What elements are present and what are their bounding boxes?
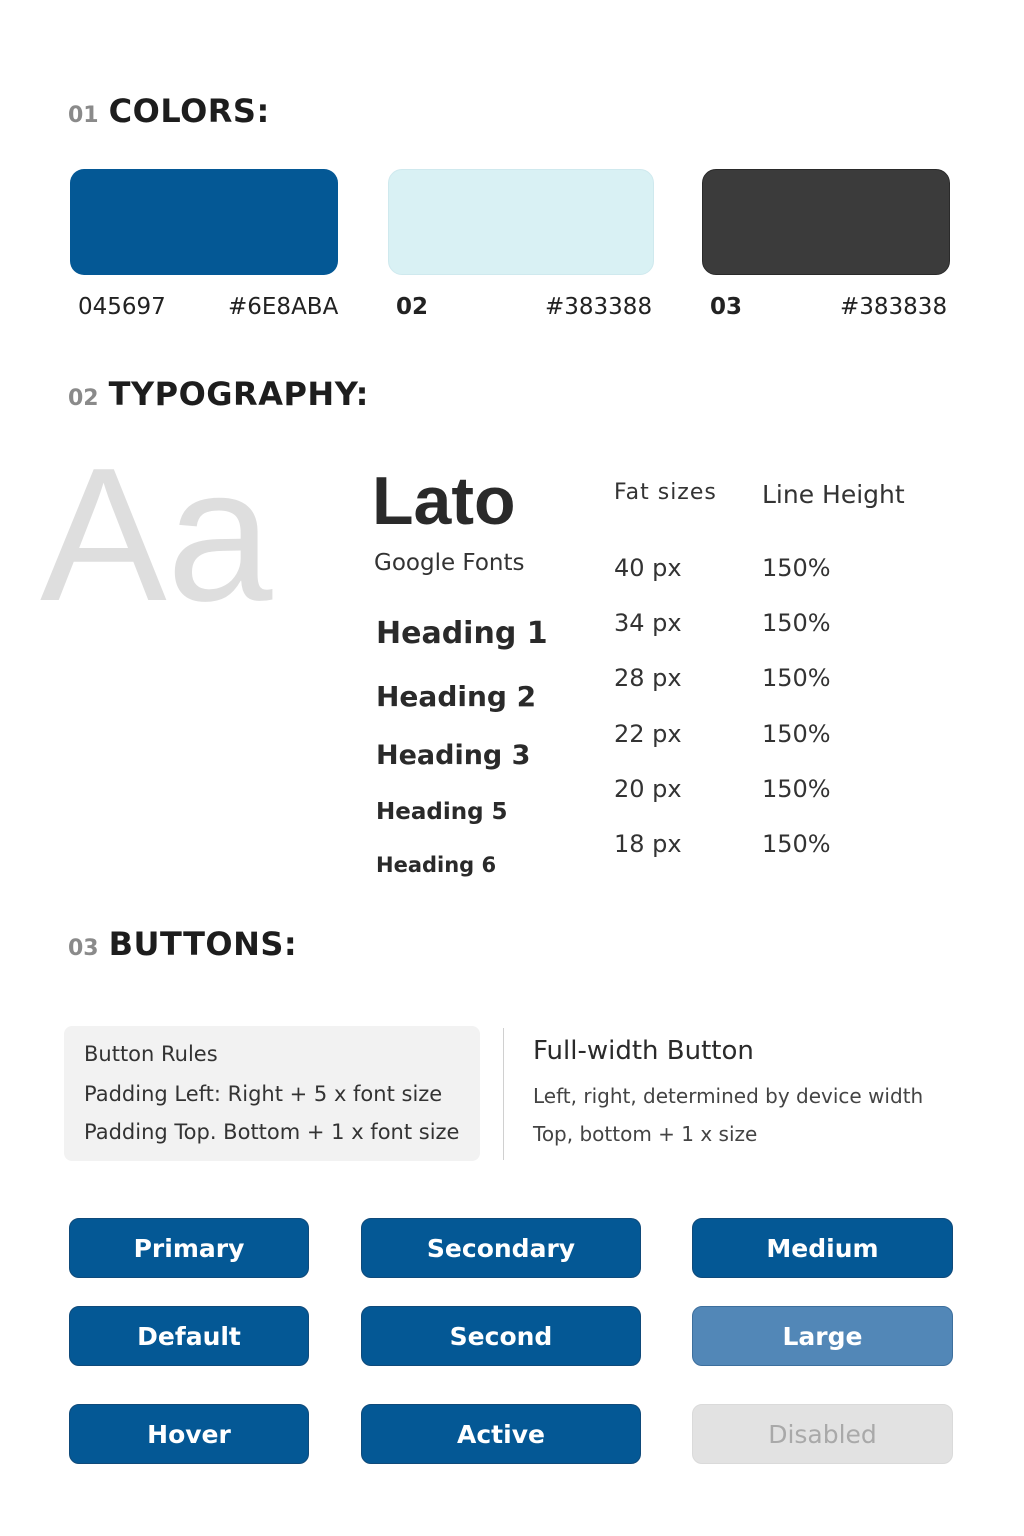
size-value: 40 px [614,554,682,582]
font-sample-glyph: Aa [40,429,273,641]
size-value: 22 px [614,720,682,748]
color-swatch-2 [388,169,654,275]
section-number: 02 [68,386,99,411]
section-label: COLORS: [108,92,270,130]
colors-section-title [68,92,270,130]
heading-3-sample: Heading 3 [376,740,531,771]
medium-button[interactable]: Medium [692,1218,953,1278]
line-height-value: 150% [762,775,831,803]
full-width-title: Full-width Button [533,1036,754,1066]
section-label: TYPOGRAPHY: [108,375,369,413]
heading-2-sample: Heading 2 [376,680,537,713]
button-rules-box [64,1026,480,1161]
line-height-value: 150% [762,830,831,858]
size-value: 18 px [614,830,682,858]
size-value: 34 px [614,609,682,637]
color-swatch-3 [702,169,950,275]
button-rules-line: Padding Left: Right + 5 x font size [84,1082,443,1106]
color-3-name: 03 [710,294,743,320]
line-height-column-header: Line Height [762,480,905,509]
typography-section-title [68,375,369,413]
color-swatch-1 [70,169,338,275]
font-source: Google Fonts [374,550,525,576]
line-height-value: 150% [762,720,831,748]
large-button[interactable]: Large [692,1306,953,1366]
color-2-name: 02 [396,294,429,320]
heading-1-sample: Heading 1 [376,616,548,651]
default-button[interactable]: Default [69,1306,309,1366]
size-value: 20 px [614,775,682,803]
section-number: 01 [68,103,99,128]
color-1-name: 045697 [78,294,166,320]
line-height-value: 150% [762,664,831,692]
primary-button[interactable]: Primary [69,1218,309,1278]
disabled-button: Disabled [692,1404,953,1464]
second-button[interactable]: Second [361,1306,641,1366]
size-value: 28 px [614,664,682,692]
color-2-hex: #383388 [545,294,653,320]
section-label: BUTTONS: [108,925,298,963]
secondary-button[interactable]: Secondary [361,1218,641,1278]
color-3-hex: #383838 [840,294,948,320]
active-button[interactable]: Active [361,1404,641,1464]
section-number: 03 [68,936,99,961]
divider [503,1028,504,1160]
buttons-section-title [68,925,297,963]
heading-6-sample: Heading 6 [376,853,497,877]
font-name: Lato [372,463,516,539]
button-rules-title: Button Rules [84,1042,218,1066]
color-1-hex: #6E8ABA [228,294,339,320]
hover-button[interactable]: Hover [69,1404,309,1464]
line-height-value: 150% [762,609,831,637]
full-width-line: Left, right, determined by device width [533,1084,924,1108]
line-height-value: 150% [762,554,831,582]
heading-5-sample: Heading 5 [376,799,508,825]
sizes-column-header: Fat sizes [614,480,717,505]
full-width-line: Top, bottom + 1 x size [533,1122,758,1146]
button-rules-line: Padding Top. Bottom + 1 x font size [84,1120,460,1144]
